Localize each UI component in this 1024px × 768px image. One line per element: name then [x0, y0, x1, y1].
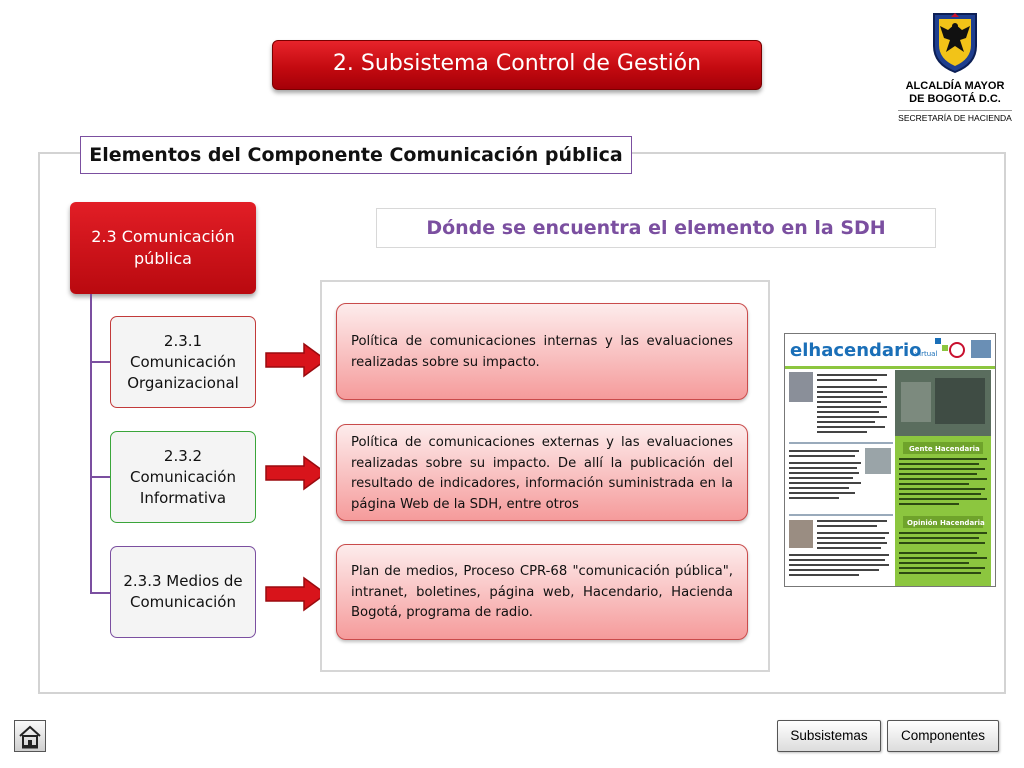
connector-branch-3 [90, 592, 110, 594]
newsletter-image [784, 333, 996, 587]
home-button[interactable] [14, 720, 46, 752]
description-internal: Política de comunicaciones internas y las evaluaciones realizadas sobre su impacto. [336, 303, 748, 400]
newsletter-sidebar-heading: Gente Hacendaria [909, 445, 980, 453]
arrow-right-icon [264, 455, 328, 491]
description-external: Política de comunicaciones externas y las evaluaciones realizadas sobre su impacto. De allí la publicación del resultado de indicadores, información suministrada en la página Web de la SDH, entre otros [336, 424, 748, 521]
home-icon [15, 721, 45, 751]
main-component-box: 2.3 Comunicación pública [70, 202, 256, 294]
connector-branch-2 [90, 476, 110, 478]
location-heading: Dónde se encuentra el elemento en la SDH [376, 208, 936, 248]
newsletter-brand-suffix: virtual [915, 350, 938, 358]
logo-line2: DE BOGOTÁ D.C. [909, 93, 1001, 105]
description-media: Plan de medios, Proceso CPR-68 "comunicación pública", intranet, boletines, página web, Hacendario, Hacienda Bogotá, programa de radio. [336, 544, 748, 640]
newsletter-brand: elhacendario [790, 340, 922, 361]
arrow-right-icon [264, 576, 328, 612]
connector-branch-1 [90, 361, 110, 363]
logo-line1: ALCALDÍA MAYOR [905, 80, 1005, 92]
bogota-shield-icon [930, 12, 980, 74]
subsistemas-button[interactable]: Subsistemas [777, 720, 881, 752]
componentes-button[interactable]: Componentes [887, 720, 999, 752]
connector-line [90, 294, 92, 594]
subcomponent-informativa: 2.3.2 Comunicación Informativa [110, 431, 256, 523]
arrow-right-icon [264, 342, 328, 378]
subcomponent-medios: 2.3.3 Medios de Comunicación [110, 546, 256, 638]
subcomponent-organizacional: 2.3.1 Comunicación Organizacional [110, 316, 256, 408]
alcaldia-logo [898, 12, 1012, 132]
section-heading: Elementos del Componente Comunicación pública [80, 136, 632, 174]
newsletter-sidebar-heading: Opinión Hacendaria [907, 519, 985, 527]
slide-title: 2. Subsistema Control de Gestión [272, 40, 762, 90]
logo-line3: SECRETARÍA DE HACIENDA [898, 110, 1012, 123]
